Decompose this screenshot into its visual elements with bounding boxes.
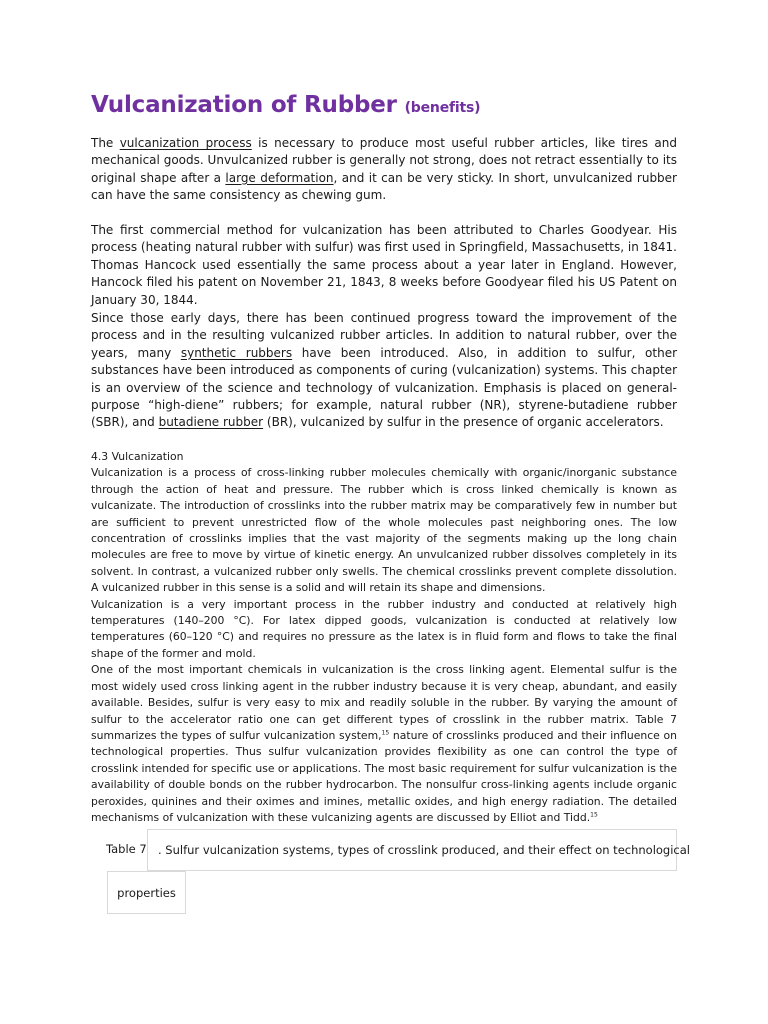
- section-vulcanization: [91, 449, 677, 826]
- section-paragraph-3: [91, 662, 677, 826]
- text-run: The: [91, 136, 120, 150]
- page-title: [91, 92, 480, 118]
- section-paragraph-1: Vulcanization is a process of cross-linking rubber molecules chemically with organic/inorganic substance through the action of heat and pressure. The rubber which is cross linked chemically is known as vulcanizate. The introduction of crosslinks into the rubber matrix may be comparatively few in number but are sufficient to prevent unrestricted flow of the whole molecules past neighboring ones. The low concentration of crosslinks implies that the vast majority of the segments making up the long chain molecules are free to move by virtue of kinetic energy. An unvulcanized rubber dissolves completely in its solvent. In contrast, a vulcanized rubber only swells. The chemical crosslinks prevent complete dissolution. A vulcanized rubber in this sense is a solid and will retain its shape and dimensions.: [91, 466, 677, 595]
- title-main: Vulcanization of Rubber: [91, 92, 397, 118]
- footnote-ref[interactable]: 15: [590, 811, 598, 819]
- text-run: Since those early days, there has been continued progress toward the improvement of the process and in the resulting vulcanized rubber articles. In addition to natural rubber, over the years, many: [91, 311, 677, 360]
- link-butadiene-rubber[interactable]: butadiene rubber: [158, 415, 264, 430]
- link-large-deformation[interactable]: large deformation: [225, 170, 334, 185]
- text-run: nature of crosslinks produced and their influence on technological properties. Thus sulfur vulcanization provides flexibility as one can control the type of crosslink intended for specific use or applications. The most basic requirement for sulfur vulcanization is the availability of double bonds on the rubber hydrocarbon. The nonsulfur cross-linking agents include organic peroxides, quinines and their oximes and imines, metallic oxides, and high energy radiation. The detailed mechanisms of vulcanization with these vulcanizing agents are discussed by Elliot and Tidd.: [91, 728, 677, 824]
- text-run: is necessary to produce most useful rubber articles, like tires and mechanical goods. Unvulcanized rubber is generally not strong, does not retract essentially to its original shape after a: [91, 136, 678, 185]
- table-caption-box: . Sulfur vulcanization systems, types of crosslink produced, and their effect on technological: [147, 829, 677, 871]
- footnote-ref[interactable]: 15: [381, 729, 390, 737]
- text-run: , and it can be very sticky. In short, unvulcanized rubber can have the same consistency as chewing gum.: [91, 170, 677, 203]
- title-suffix: (benefits): [404, 100, 481, 116]
- text-run: One of the most important chemicals in vulcanization is the cross linking agent. Elemental sulfur is the most widely used cross linking agent in the rubber industry because it is very cheap, abundant, and easily available. Besides, sulfur is very easy to mix and readily soluble in the rubber. By varying the amount of sulfur to the accelerator ratio one can get different types of crosslink in the rubber matrix. Table 7 summarizes the types of sulfur vulcanization system,: [91, 663, 677, 742]
- section-heading: 4.3 Vulcanization: [91, 450, 184, 463]
- table-caption-box-continued: properties: [107, 871, 186, 914]
- paragraph-progress: [91, 310, 677, 432]
- paragraph-history: The first commercial method for vulcanization has been attributed to Charles Goodyear. His process (heating natural rubber with sulfur) was first used in Springfield, Massachusetts, in 1841. Thomas Hancock used essentially the same process about a year later in England. However, Hancock filed his patent on November 21, 1843, 8 weeks before Goodyear filed his US Patent on January 30, 1844.: [91, 223, 677, 307]
- paragraph-intro: [91, 135, 677, 205]
- link-synthetic-rubbers[interactable]: synthetic rubbers: [180, 345, 293, 360]
- table-caption-label: Table 7: [106, 842, 147, 856]
- text-run: (BR), vulcanized by sulfur in the presence of organic accelerators.: [263, 415, 664, 430]
- text-run: have been introduced. Also, in addition to sulfur, other substances have been introduced as components of curing (vulcanization) systems. This chapter is an overview of the science and technology of vulcanization. Emphasis is placed on general-purpose “high-diene” rubbers; for example, natural rubber (NR), styrene-butadiene rubber (SBR), and: [91, 345, 678, 430]
- link-vulcanization-process[interactable]: vulcanization process: [119, 136, 252, 150]
- section-paragraph-2: Vulcanization is a very important process in the rubber industry and conducted at relatively high temperatures (140–200 °C). For latex dipped goods, vulcanization is conducted at relatively low temperatures (60–120 °C) and requires no pressure as the latex is in fluid form and flows to take the final shape of the former and mold.: [91, 597, 677, 660]
